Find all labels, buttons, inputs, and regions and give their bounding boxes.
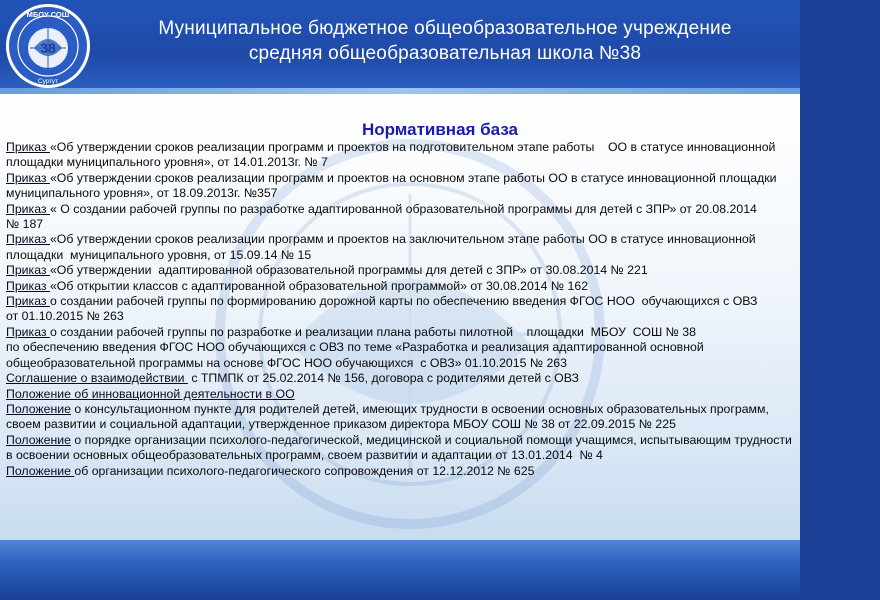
document-description: с ТПМПК от 25.02.2014 № 156, договора с родителями детей с ОВЗ — [187, 371, 579, 386]
document-item — [6, 371, 796, 386]
document-link[interactable]: Приказ — [6, 263, 50, 278]
document-link[interactable]: Приказ — [6, 170, 50, 185]
document-item — [6, 433, 796, 464]
svg-text:Сургут: Сургут — [37, 78, 59, 85]
document-link[interactable]: Приказ — [6, 294, 50, 309]
document-item — [6, 464, 796, 479]
document-description: о консультационном пункте для родителей детей, имеющих трудности в освоении основных образовательных программ, своем развитии и социальной адаптации, утвержденное приказом директора МБОУ СОШ № 38 от 22.09.2015 № 225 — [6, 401, 773, 432]
document-item — [6, 402, 796, 433]
document-description: «Об утверждении адаптированной образовательной программы для детей с ЗПР» от 30.08.2014 № 221 — [49, 263, 648, 278]
document-item — [6, 232, 796, 263]
document-link[interactable]: Соглашение о взаимодействии — [6, 371, 188, 386]
footer-bar — [0, 540, 800, 600]
document-link[interactable]: Приказ — [6, 232, 50, 247]
document-item — [6, 294, 813, 325]
document-link[interactable]: Положение — [6, 401, 71, 416]
svg-text:МБОУ СОШ: МБОУ СОШ — [26, 10, 70, 19]
document-description: «Об утверждении сроков реализации программ и проектов на подготовительном этапе работы ОО в статусе инновационной площадки муниципального уровня», от 14.01.2013г. № 7 — [6, 140, 779, 170]
document-description: «Об утверждении сроков реализации программ и проектов на заключительном этапе работы ОО в статусе инновационной площадки муниципального уровня, от 15.09.14 № 15 — [6, 232, 760, 262]
document-description: о порядке организации психолого-педагогической, медицинской и социальной помощи учащимся, испытывающим трудности в освоении основных общеобразовательных программ, своем развитии и адаптации от 13.01.2014 № 4 — [6, 432, 796, 463]
content-area — [0, 94, 819, 540]
document-description: о создании рабочей группы по разработке и реализации плана работы пилотной площадки МБОУ СОШ № 38 по обеспечению введения ФГОС НОО обучающихся с ОВЗ по теме «Разработка и реализация адаптированной основной общеобразовательной программы на основе ФГОС НОО обучающихся с ОВЗ» 01.10.2015 № 263 — [6, 324, 789, 370]
document-description: о создании рабочей группы по формированию дорожной карты по обеспечению введения ФГОС НОО обучающихся с ОВЗ от 01.10.2015 № 263 — [6, 294, 813, 324]
document-item — [6, 171, 796, 202]
svg-text:38: 38 — [40, 40, 56, 56]
document-link[interactable]: Приказ — [6, 278, 50, 293]
document-item — [6, 201, 819, 233]
document-item — [6, 325, 796, 371]
title-line-2: средняя общеобразовательная школа №38 — [248, 43, 642, 64]
document-description: «Об утверждении сроков реализации программ и проектов на основном этапе работы ОО в статусе инновационной площадки муниципального уровня», от 18.09.2013г. №357 — [6, 170, 780, 201]
page-title — [100, 16, 790, 66]
document-description: «Об открытии классов с адаптированной образовательной программой» от 30.08.2014 № 162 — [49, 278, 589, 293]
section-heading: Нормативная база — [361, 120, 519, 139]
document-link[interactable]: Положение — [6, 432, 71, 447]
document-link[interactable]: Приказ — [6, 140, 50, 154]
document-item — [6, 279, 796, 294]
document-item — [6, 263, 796, 278]
school-emblem-icon — [4, 2, 92, 90]
document-link[interactable]: Положение — [6, 463, 75, 478]
document-list — [6, 140, 819, 479]
document-description: об организации психолого-педагогического сопровождения от 12.12.2012 № 625 — [74, 463, 535, 478]
document-link[interactable]: Положение об инновационной деятельности в ОО — [6, 386, 295, 401]
title-line-1: Муниципальное бюджетное общеобразовательное учреждение — [158, 18, 732, 39]
document-link[interactable]: Приказ — [6, 201, 50, 216]
document-item — [6, 387, 796, 402]
document-item — [6, 140, 796, 171]
document-description: « О создании рабочей группы по разработке адаптированной образовательной программы для детей с ЗПР» от 20.08.2014 № 187 — [6, 201, 819, 232]
document-link[interactable]: Приказ — [6, 324, 50, 339]
header-bar — [0, 0, 800, 90]
